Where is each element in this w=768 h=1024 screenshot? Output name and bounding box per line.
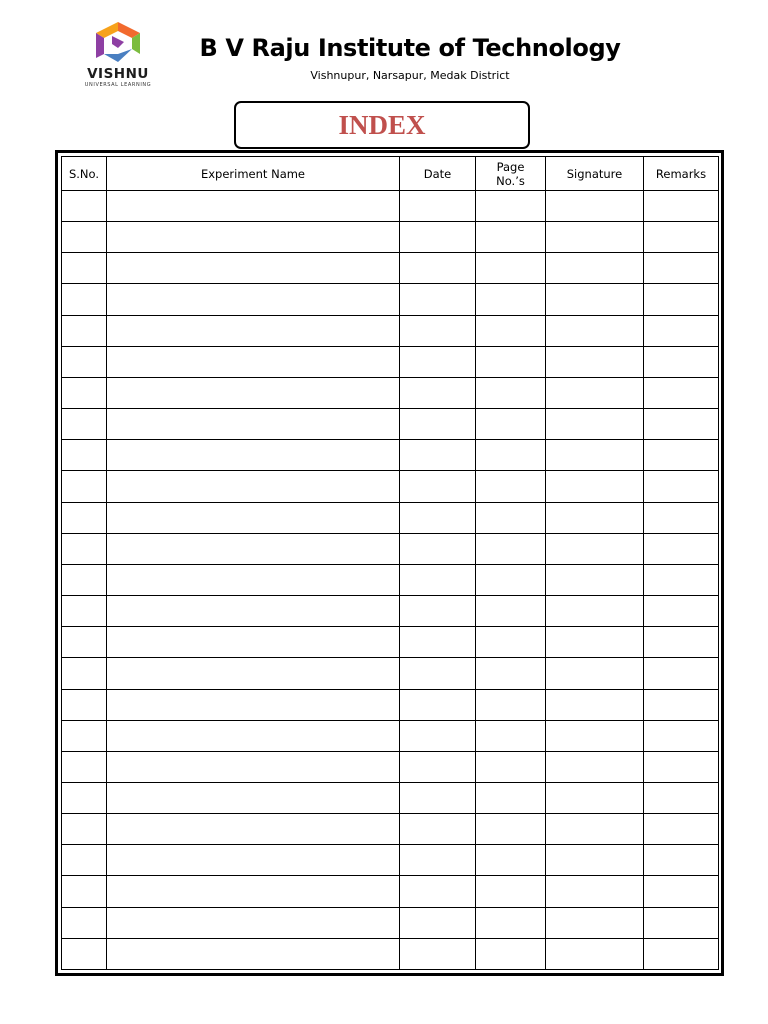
experiment-name-cell: [107, 938, 400, 969]
remarks-cell: [644, 253, 719, 284]
experiment-name-cell: [107, 471, 400, 502]
table-body: [62, 191, 719, 970]
remarks-cell: [644, 814, 719, 845]
sno-cell: [62, 409, 107, 440]
page-nos-cell: [476, 596, 546, 627]
remarks-cell: [644, 346, 719, 377]
remarks-cell: [644, 564, 719, 595]
signature-cell: [546, 596, 644, 627]
date-cell: [400, 751, 476, 782]
signature-cell: [546, 782, 644, 813]
date-cell: [400, 658, 476, 689]
page-nos-cell: [476, 564, 546, 595]
experiment-name-cell: [107, 876, 400, 907]
experiment-name-cell: [107, 222, 400, 253]
page-nos-cell: [476, 689, 546, 720]
table-row: [62, 627, 719, 658]
page-nos-cell: [476, 253, 546, 284]
sno-cell: [62, 440, 107, 471]
date-cell: [400, 377, 476, 408]
sno-cell: [62, 315, 107, 346]
sno-cell: [62, 627, 107, 658]
page-nos-cell: [476, 814, 546, 845]
remarks-cell: [644, 845, 719, 876]
signature-cell: [546, 377, 644, 408]
page-nos-cell: [476, 409, 546, 440]
page-nos-cell: [476, 284, 546, 315]
date-cell: [400, 907, 476, 938]
table-row: [62, 720, 719, 751]
sno-cell: [62, 938, 107, 969]
sno-cell: [62, 876, 107, 907]
signature-cell: [546, 689, 644, 720]
table-row: [62, 907, 719, 938]
signature-cell: [546, 471, 644, 502]
experiment-name-cell: [107, 596, 400, 627]
remarks-cell: [644, 440, 719, 471]
remarks-cell: [644, 689, 719, 720]
experiment-name-cell: [107, 720, 400, 751]
table-row: [62, 346, 719, 377]
page-nos-cell: [476, 191, 546, 222]
sno-cell: [62, 845, 107, 876]
logo-tagline: UNIVERSAL LEARNING: [84, 82, 152, 88]
page-nos-cell: [476, 782, 546, 813]
page-nos-cell: [476, 533, 546, 564]
date-cell: [400, 627, 476, 658]
experiment-name-cell: [107, 907, 400, 938]
date-cell: [400, 471, 476, 502]
sno-cell: [62, 689, 107, 720]
page-nos-cell: [476, 502, 546, 533]
date-cell: [400, 845, 476, 876]
experiment-name-cell: [107, 253, 400, 284]
date-cell: [400, 222, 476, 253]
table-row: [62, 502, 719, 533]
sno-cell: [62, 814, 107, 845]
experiment-name-cell: [107, 502, 400, 533]
remarks-cell: [644, 377, 719, 408]
index-table-frame: [55, 150, 724, 976]
column-header-remarks: Remarks: [644, 157, 719, 191]
table-row: [62, 440, 719, 471]
vishnu-logo-icon: [92, 20, 144, 66]
signature-cell: [546, 253, 644, 284]
column-header-signature: Signature: [546, 157, 644, 191]
experiment-name-cell: [107, 689, 400, 720]
page-nos-cell: [476, 440, 546, 471]
signature-cell: [546, 627, 644, 658]
table-header-row: [62, 157, 719, 191]
remarks-cell: [644, 409, 719, 440]
signature-cell: [546, 284, 644, 315]
signature-cell: [546, 658, 644, 689]
date-cell: [400, 502, 476, 533]
date-cell: [400, 938, 476, 969]
date-cell: [400, 782, 476, 813]
table-row: [62, 191, 719, 222]
remarks-cell: [644, 751, 719, 782]
page-nos-cell: [476, 938, 546, 969]
signature-cell: [546, 564, 644, 595]
sno-cell: [62, 346, 107, 377]
sno-cell: [62, 907, 107, 938]
remarks-cell: [644, 658, 719, 689]
signature-cell: [546, 409, 644, 440]
signature-cell: [546, 907, 644, 938]
remarks-cell: [644, 596, 719, 627]
remarks-cell: [644, 938, 719, 969]
sno-cell: [62, 782, 107, 813]
date-cell: [400, 596, 476, 627]
page-nos-cell: [476, 720, 546, 751]
page-nos-cell: [476, 377, 546, 408]
date-cell: [400, 284, 476, 315]
date-cell: [400, 440, 476, 471]
experiment-name-cell: [107, 533, 400, 564]
experiment-name-cell: [107, 284, 400, 315]
table-row: [62, 253, 719, 284]
experiment-name-cell: [107, 191, 400, 222]
signature-cell: [546, 191, 644, 222]
signature-cell: [546, 751, 644, 782]
page-nos-label: Page No.’s: [496, 159, 525, 188]
signature-cell: [546, 440, 644, 471]
signature-cell: [546, 346, 644, 377]
table-row: [62, 377, 719, 408]
signature-cell: [546, 315, 644, 346]
signature-cell: [546, 938, 644, 969]
signature-cell: [546, 814, 644, 845]
experiment-name-cell: [107, 315, 400, 346]
page-nos-cell: [476, 907, 546, 938]
date-cell: [400, 533, 476, 564]
date-cell: [400, 720, 476, 751]
remarks-cell: [644, 533, 719, 564]
experiment-name-cell: [107, 377, 400, 408]
page-nos-cell: [476, 315, 546, 346]
date-cell: [400, 315, 476, 346]
remarks-cell: [644, 627, 719, 658]
sno-cell: [62, 502, 107, 533]
experiment-name-cell: [107, 627, 400, 658]
signature-cell: [546, 533, 644, 564]
remarks-cell: [644, 782, 719, 813]
table-row: [62, 876, 719, 907]
column-header-page-nos: [476, 157, 546, 191]
logo-wordmark: VISHNU: [87, 66, 149, 82]
table-row: [62, 751, 719, 782]
sno-cell: [62, 191, 107, 222]
index-title-text: INDEX: [338, 109, 426, 140]
experiment-name-cell: [107, 782, 400, 813]
page-nos-cell: [476, 751, 546, 782]
experiment-name-cell: [107, 814, 400, 845]
sno-cell: [62, 658, 107, 689]
remarks-cell: [644, 876, 719, 907]
sno-cell: [62, 284, 107, 315]
experiment-name-cell: [107, 564, 400, 595]
date-cell: [400, 876, 476, 907]
date-cell: [400, 191, 476, 222]
table-row: [62, 471, 719, 502]
page-nos-cell: [476, 658, 546, 689]
sno-cell: [62, 471, 107, 502]
signature-cell: [546, 845, 644, 876]
sno-cell: [62, 720, 107, 751]
table-row: [62, 409, 719, 440]
sno-cell: [62, 564, 107, 595]
page-nos-cell: [476, 346, 546, 377]
table-row: [62, 814, 719, 845]
experiment-name-cell: [107, 440, 400, 471]
table-row: [62, 845, 719, 876]
table-row: [62, 782, 719, 813]
date-cell: [400, 253, 476, 284]
page-nos-cell: [476, 471, 546, 502]
remarks-cell: [644, 315, 719, 346]
institute-address: Vishnupur, Narsapur, Medak District: [310, 69, 510, 82]
date-cell: [400, 346, 476, 377]
remarks-cell: [644, 284, 719, 315]
signature-cell: [546, 502, 644, 533]
remarks-cell: [644, 222, 719, 253]
table-row: [62, 315, 719, 346]
page-nos-cell: [476, 222, 546, 253]
date-cell: [400, 409, 476, 440]
experiment-name-cell: [107, 346, 400, 377]
sno-cell: [62, 596, 107, 627]
table-row: [62, 222, 719, 253]
signature-cell: [546, 222, 644, 253]
table-row: [62, 689, 719, 720]
experiment-name-cell: [107, 845, 400, 876]
date-cell: [400, 814, 476, 845]
date-cell: [400, 564, 476, 595]
sno-cell: [62, 751, 107, 782]
column-header-experiment-name: Experiment Name: [107, 157, 400, 191]
page-nos-cell: [476, 627, 546, 658]
date-cell: [400, 689, 476, 720]
institute-name: B V Raju Institute of Technology: [199, 34, 621, 62]
signature-cell: [546, 876, 644, 907]
index-title: [234, 101, 530, 149]
table-row: [62, 938, 719, 969]
sno-cell: [62, 253, 107, 284]
table-row: [62, 658, 719, 689]
sno-cell: [62, 222, 107, 253]
table-row: [62, 284, 719, 315]
signature-cell: [546, 720, 644, 751]
sno-cell: [62, 533, 107, 564]
experiment-name-cell: [107, 409, 400, 440]
column-header-sno: S.No.: [62, 157, 107, 191]
vishnu-logo: [78, 18, 158, 94]
table-row: [62, 596, 719, 627]
remarks-cell: [644, 720, 719, 751]
remarks-cell: [644, 471, 719, 502]
table-row: [62, 533, 719, 564]
page-nos-cell: [476, 845, 546, 876]
remarks-cell: [644, 191, 719, 222]
remarks-cell: [644, 907, 719, 938]
remarks-cell: [644, 502, 719, 533]
sno-cell: [62, 377, 107, 408]
column-header-date: Date: [400, 157, 476, 191]
table-row: [62, 564, 719, 595]
index-table: [61, 156, 719, 970]
experiment-name-cell: [107, 751, 400, 782]
experiment-name-cell: [107, 658, 400, 689]
page-nos-cell: [476, 876, 546, 907]
